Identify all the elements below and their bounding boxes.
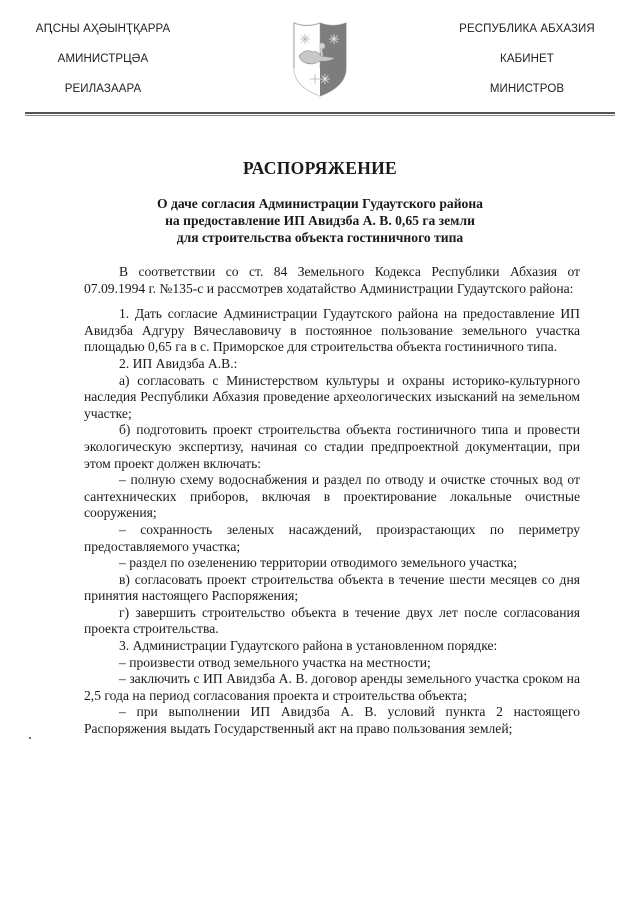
coat-of-arms-icon xyxy=(291,20,349,98)
paragraph-2a: а) согласовать с Министерством культуры и охраны историко-культурного наследия Республики Абхазия проведение археологических изысканий на земельном участке; xyxy=(84,372,580,421)
subject-line: на предоставление ИП Авидзба А. В. 0,65 га земли xyxy=(165,213,475,228)
subject-line: для строительства объекта гостиничного типа xyxy=(176,230,464,245)
header-right-line: РЕСПУБЛИКА АБХАЗИЯ xyxy=(459,23,595,35)
header-russian xyxy=(452,22,602,112)
scan-artifact xyxy=(29,737,31,739)
paragraph-3-item: – произвести отвод земельного участка на местности; xyxy=(119,654,431,670)
paragraph-3-item: – заключить с ИП Авидзба А. В. договор аренды земельного участка сроком на 2,5 года на период согласования проекта и строительства объекта; xyxy=(84,671,580,703)
paragraph-2b: б) подготовить проект строительства объекта гостиничного типа и провести экологическую экспертизу, начиная со стадии предпроектной документации, при этом проект должен включать: xyxy=(84,422,580,471)
paragraph-1: 1. Дать согласие Администрации Гудаутского района на предоставление ИП Авидзба Адгуру Вячеславовичу в постоянное пользование земельного участка площадью 0,65 га в с. Приморское для строительства объекта гостиничного типа. xyxy=(84,306,580,355)
paragraph-2b-item: – сохранность зеленых насаждений, произрастающих по периметру предоставляемого участка; xyxy=(84,521,580,554)
paragraph-2v: в) согласовать проект строительства объекта в течение шести месяцев со дня принятия настоящего Распоряжения; xyxy=(84,571,580,604)
header-right-line: МИНИСТРОВ xyxy=(489,83,565,95)
paragraph-3-item: – при выполнении ИП Авидзба А. В. условий пункта 2 настоящего Распоряжения выдать Государственный акт на право пользования землей; xyxy=(84,704,580,737)
preamble: В соответствии со ст. 84 Земельного Кодекса Республики Абхазия от 07.09.1994 г. №135-с и рассмотрев ходатайство Администрации Гудаутского района: xyxy=(84,264,580,296)
paragraph-2: 2. ИП Авидзба А.В.: xyxy=(119,355,238,371)
header-left-line: РЕИЛАЗААРА xyxy=(64,83,142,95)
header-left-line: АԤСНЫ АҲӘЫНҬҚАРРА xyxy=(35,23,171,35)
document-title: РАСПОРЯЖЕНИЕ xyxy=(242,158,397,178)
paragraph-2g: г) завершить строительство объекта в течение двух лет после согласования проекта строительства. xyxy=(84,604,580,637)
document-subject xyxy=(0,195,640,246)
paragraph-2b-item: – полную схему водоснабжения и раздел по отводу и очистке сточных вод от сантехнических приборов, включая в проектирование локальные очистные сооружения; xyxy=(84,472,580,521)
divider-line-thick xyxy=(25,112,615,114)
order-text xyxy=(84,264,580,738)
divider-line-thin xyxy=(25,115,615,116)
header-left-line: АМИНИСТРЦӘА xyxy=(57,53,149,65)
header-divider xyxy=(25,112,615,117)
subject-line: О даче согласия Администрации Гудаутского района xyxy=(157,196,483,211)
paragraph-2b-item: – раздел по озеленению территории отводимого земельного участка; xyxy=(119,555,518,571)
paragraph-3: 3. Администрации Гудаутского района в установленном порядке: xyxy=(119,638,498,654)
header-right-line: КАБИНЕТ xyxy=(500,53,554,65)
header-abkhaz xyxy=(28,22,178,112)
